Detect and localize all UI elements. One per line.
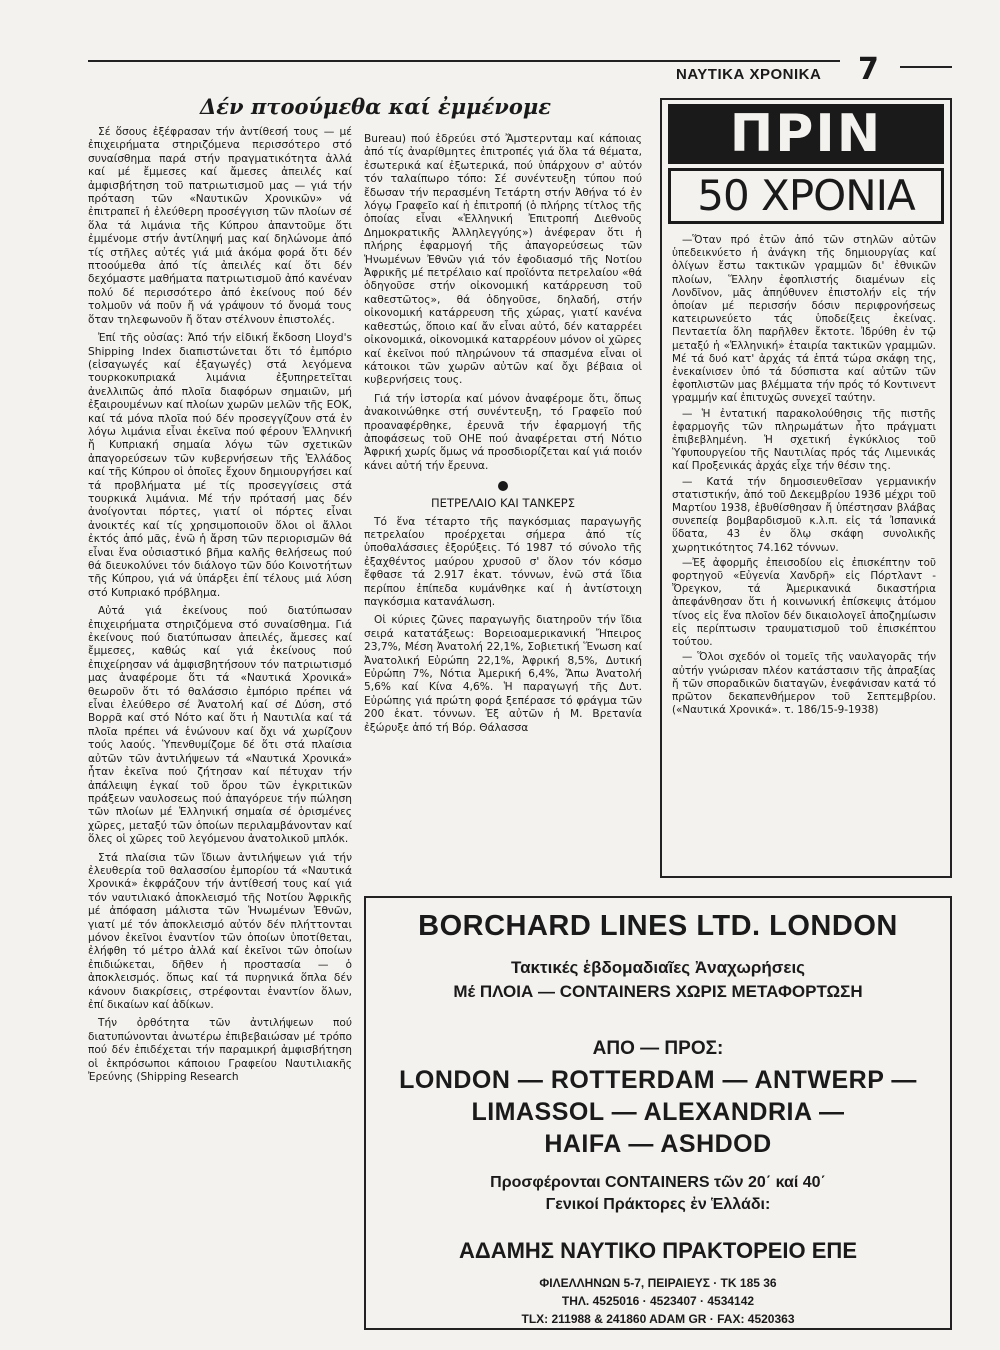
advert-agency-name: ΑΔΑΜΗΣ ΝΑΥΤΙΚΟ ΠΡΑΚΤΟΡΕΙΟ ΕΠΕ [459,1238,857,1263]
advert-from-to: ΑΠΟ — ΠΡΟΣ: [592,1038,724,1059]
article-paragraph: Τό ἕνα τέταρτο τῆς παγκόσμιας παραγωγῆς πετρελαίου προέρχεται σήμερα ἀπό τίς ὑποθαλάσσιες ἐξορύξεις. Τό 1987 τό σύνολο τῆς ἐξαχθέντος μαύρου χρυσοῦ σ' ὅλον τόν κόσμο ἔφθασε τά 2.917 ἑκατ. τόννων, ἐνῶ στά ἴδια περίπου ἐπίπεδα κυμάνθηκε καί ἡ ἀντίστοιχη παγκόσμια κατανάλωση. [364,515,642,608]
advert-ports-line: LONDON — ROTTERDAM — ANTWERP — [399,1066,917,1094]
header-rule [88,60,840,62]
advert-weekly-departures: Τακτικές ἑβδομαδιαῖες Ἀναχωρήσεις [510,958,806,977]
article-paragraph: Γιά τήν ἱστορία καί μόνον ἀναφέρομε ὅτι, ὅπως ἀνακοινώθηκε στή συνέντευξη, τό Γραφεῖο πού προαναφέρθηκε, ἐρευνᾶ τήν ἐφαρμογή τῆς ἀποφάσεως τοῦ ΟΗΕ πού ἀναφέρεται στή Νότιο Ἀφρική χωρίς ὅμως νά προσδιορίζεται καί γιά ποιόν κάνει αὐτή τήν ἔρευνα. [364,392,642,472]
article-paragraph: Στά πλαίσια τῶν ἴδιων ἀντιλήψεων γιά τήν ἐλευθερία τοῦ θαλασσίου ἐμπορίου τά «Ναυτικά Χρονικά» ἐκφράζουν τήν ἀντίθεσή τους καί γιά τόν ναυτιλιακό ἀποκλεισμό τῆς Νοτίου Ἀφρικῆς μέ ἀπόφαση μάλιστα τῶν Ἡνωμένων Ἐθνῶν, γιατί μέ τόν ἀποκλεισμό αὐτόν δέν πλήττονται μόνον ἐκεῖνοι ἐναντίον τῶν ὁποίων ὑποτίθεται, ἐλήφθη τό μέτρο ἀλλά καί ἐκεῖνοι τῶν ὁποίων ἐπιδιώκεται, δῆθεν ἡ προστασία — ὁ ἀποκλεισμός. ὅπως καί τά πυρηνικά ὅπλα δέν κάνουν διακρίσεις, στρέφονται ἐναντίον ὅλων, ἐπί δικαίων καί ἀδίκων. [88,851,352,1011]
advert-telex-fax: TLX: 211988 & 241860 ADAM GR · FAX: 4520363 [521,1312,795,1326]
borchard-lines-advert [364,896,952,1330]
section-bullet [498,481,508,491]
advert-phone: ΤΗΛ. 4525016 · 4523407 · 4534142 [561,1294,755,1308]
header-rule-right [900,66,952,68]
article-headline: Δέν πτοούμεθα καί ἐμμένομε [200,94,552,119]
article-paragraph: Ἐπί τῆς οὐσίας: Ἀπό τήν εἰδική ἔκδοση Lloyd's Shipping Index διαπιστώνεται ὅτι τό ἐμπόριο (εἰσαγωγές καί ἐξαγωγές) στά λεγόμενα τουρκοκυπριακά λιμάνια ἐξυπηρετεῖται ἀνελλιπῶς ἀπό πλοῖα διαφόρων σημαιῶν, μή ἐξαιρουμένων καί πλοίων χωρῶν μελῶν τῆς ΕΟΚ, καί τά μόνα πλοῖα πού δέν προσεγγίζουν στά ἐν λόγω λιμάνια εἶναι ἐκεῖνα πού φέρουν Ἑλληνική ἤ Κυπριακή σημαία λόγω τῶν σχετικῶν ἀπαγορεύσεων τῶν κυβερνήσεων τῆς Ἑλλάδος καί τῆς Κύπρου οἱ ὁποῖες ἔχουν δημιουργήσει καί τά προβλήματα μέ τίς προσεγγίσεις στά τουρκικά λιμάνια. Μέ τήν πρότασή μας δέν ἀνοίγονται πόρτες, γιατί οἱ πόρτες εἶναι ἀνοικτές καί τίς χρησιμοποιοῦν ὅλοι οἱ ἄλλοι ἐκτός ἀπό μᾶς, ἐνῶ ἡ ἄρση τῶν περιορισμῶν θά εἶναι ἕνα οὐσιαστικό βῆμα καλῆς θελήσεως πού θά διευκολύνει τόν διάλογο τῶν δύο Κοινοτήτων τῆς Κύπρου, γιά νά ὑπάρξει ἐπί τέλους μιά λύση στό Κυπριακό πρόβλημα. [88,332,352,599]
article-paragraph: Οἱ κύριες ζῶνες παραγωγῆς διατηροῦν τήν ἴδια σειρά κατατάξεως: Βορειοαμερικανική Ἤπειρος 23,7%, Μέση Ἀνατολή 22,1%, Σοβιετική Ἕνωση καί Ἀνατολική Εὐρώπη 22,1%, Ἀφρική 8,5%, Δυτική Εὐρώπη 7%, Νότια Ἀμερική 6,4%, Ἄπω Ἀνατολή 5,6% καί Κίνα 4,6%. Ἡ παραγωγή τῆς Δυτ. Εὐρώπης γιά πρώτη φορά ξεπέρασε τό φράγμα τῶν 200 ἑκατ. τόννων. Ἐξ αὐτῶν ἡ Μ. Βρετανία ἐξώρυξε ἀπό τή Βόρ. Θάλασσα [364,614,642,734]
petroleum-subheading: ΠΕΤΡΕΛΑΙΟ ΚΑΙ ΤΑΝΚΕΡΣ [431,496,575,511]
banner-50-years: 50 ΧΡΟΝΙΑ [668,168,944,224]
advert-ports-line: LIMASSOL — ALEXANDRIA — [471,1098,845,1126]
article-paragraph: Αὐτά γιά ἐκείνους πού διατύπωσαν ἐπιχειρήματα στηριζόμενα στό συναίσθημα. Γιά ἐκείνους πού διατύπωσαν ἀπειλές, ἄμεσες καί ἔμμεσες, καθώς καί γιά ἐκείνους πού ἐπιχείρησαν νά ἀμφισβητήσουν τόν πατριωτισμό μας ἀναφέρομε ὅτι τά «Ναυτικά Χρονικά» θεωροῦν ὅτι τό θαλάσσιο ἐμπόριο πρέπει νά εἶναι ἐλεύθερο σέ Ἀνατολή καί σέ Δύση, στό Βορρᾶ καί στό Νότο καί ὅτι ἡ Ναυτιλία καί τά πλοῖα πρέπει νά ἑνώνουν καί ὄχι νά χωρίζουν τούς λαούς. Ὑπενθυμίζομε δέ ὅτι στά πλαίσια αὐτῶν τῶν ἀντιλήψεων τά «Ναυτικά Χρονικά» ἦταν ἐκεῖνα πού ζήτησαν καί πέτυχαν τήν ἀπάλειψη ἐγκαί τοῦ ὅρου τῶν ἐγκριτικῶν πράξεων ναυλοσεως πού ἀπαγόρευε τήν πώληση τῶν πλοίων μέ Ἑλληνική σημαία σέ ὁρισμένες χῶρες, μεταξύ τῶν ὁποίων περιλαμβάνονταν καί ὅλες οἱ χῶρες τοῦ λεγόμενου ἀνατολικοῦ μπλόκ. [88,605,352,846]
banner-prin: ΠΡΙΝ [668,104,944,164]
history-paragraph: — Κατά τήν δημοσιευθεῖσαν γερμανικήν στατιστικήν, ἀπό τοῦ Δεκεμβρίου 1936 μέχρι τοῦ Μαρτίου 1938, ἐβυθίσθησαν ἤ ὑπέστησαν βλάβας συνεπείᾳ βομβαρδισμοῦ κ.λ.π. εἰς τά Ἰσπανικά ὕδατα, 43 ἐν ὅλῳ σκάφη συνολικῆς χωρητικότητος 74.162 τόννων. [672,475,936,554]
article-column-2 [364,133,642,863]
running-title: ΝΑΥΤΙΚΑ ΧΡΟΝΙΚΑ [676,66,822,83]
history-paragraph: — Ὅλοι σχεδόν οἱ τομεῖς τῆς ναυλαγορᾶς τήν αὐτήν γνώρισαν πλέον κατάστασιν τῆς ἀπραξίας ἤ τῶν σποραδικῶν διαταγῶν, ἐνεφάνισαν κατά τό πρῶτον δεκαπενθήμερον τοῦ Σεπτεμβρίου. («Ναυτικά Χρονικά». τ. 186/15-9-1938) [672,651,936,717]
page-number: 7 [858,52,879,87]
fifty-years-ago-text [672,234,936,874]
advert-agents-label: Γενικοί Πράκτορες ἐν Ἑλλάδι: [545,1196,771,1213]
article-paragraph: Bureau) πού ἑδρεύει στό Ἄμστερνταμ καί κάποιας ἀπό τίς ἀναρίθμητες ἐπιτροπές γιά ὅλα τά θέματα, ἐσωτερικά καί ἐξωτερικά, πού ὑπάρχουν σ' αὐτόν τόν ταλαίπωρο τόπο: Σέ συνέντευξη τύπου πού ἔδωσαν τήν περασμένη Τετάρτη στήν Ἀθήνα τό ἐν λόγῳ Γραφεῖο καί ἡ ἐπιτροπή (ὁ πλήρης τίτλος τῆς ὁποίας εἶναι «Ἑλληνική Ἐπιτροπή Διεθνοῦς Δημοκρατικῆς Ἀλληλεγγύης») ἀνέφεραν ὅτι ἡ πλήρης ἐφαρμογή τῆς ἀπαγορεύσεως τῶν Ἡνωμένων Ἐθνῶν γιά τόν ἐφοδιασμό τῆς Νοτίου Ἀφρικῆς μέ πετρέλαιο καί προϊόντα πετρελαίου «θά ὁδηγοῦσε στήν οἰκονομική κατάρρευση τοῦ καθεστῶτος», θά ὁδηγοῦσε, δηλαδή, στήν οἰκονομική κατάρρευση τῆς χώρας, γιατί κανένα καθεστώς, ὅποιο καί ἄν εἶναι αὐτό, δέν καταρρέει οἰκονομικά, οἰκονομικά καταρρέουν μόνον οἱ χῶρες καί ἐκεῖνοι πού πληρώνουν τά σπασμένα εἶναι οἱ κάτοικοι τῶν χωρῶν αὐτῶν καί ὄχι βέβαια οἱ κυβερνήσεις τους. [364,133,642,387]
advert-vessels: Μέ ΠΛΟΙΑ — CONTAINERS ΧΩΡΙΣ ΜΕΤΑΦΟΡΤΩΣΗ [453,982,863,1001]
advert-containers: Προσφέρονται CONTAINERS τῶν 20΄ καί 40΄ [490,1174,826,1191]
advert-address: ΦΙΛΕΛΛΗΝΩΝ 5-7, ΠΕΙΡΑΙΕΥΣ · ΤΚ 185 36 [539,1276,777,1290]
advert-company: BORCHARD LINES LTD. LONDON [418,910,898,942]
article-column-1 [88,126,352,1286]
article-paragraph: Σέ ὅσους ἐξέφρασαν τήν ἀντίθεσή τους — μέ ἐπιχειρήματα στηριζόμενα περισσότερο στό συναίσθημα παρά στήν πραγματικότητα ἀλλά καί μέ ἔμμεσες καί ἄμεσες ἀπειλές καί ἀμφισβήτηση τοῦ πατριωτισμοῦ μας — γιά τήν πρόταση τῶν «Ναυτικῶν Χρονικῶν» νά ἐπιτραπεῖ ἡ ἐλεύθερη προσέγγιση τῶν πλοίων σέ ὅλα τά λιμάνια τῆς Κύπρου ἀπαντοῦμε ὅτι ἐμμένομε στήν ἀντίληψή μας καί δηλώνομε ἀπό τίς στῆλες αὐτές γιά μιά ἀκόμα φορά ὅτι δέν πτοούμεθα ἀπό τίς ἀπειλές καί ὅτι δέν δεχόμαστε μαθήματα πατριωτισμοῦ ἀπό κανέναν πολύ δέ περισσότερο ἀπό ἐκείνους πού δέν τολμοῦν νά ποῦν ἤ νά γράψουν τό ὄνομά τους ὅταν τηλεφωνοῦν ἤ ὅταν στέλνουν ἐπιστολές. [88,126,352,326]
history-paragraph: — Ἡ ἐντατική παρακολούθησις τῆς πιστῆς ἐφαρμογῆς τῶν πληρωμάτων ἦτο πράγματι ἐπιβεβλημένη. Ἡ σχετική ἐγκύκλιος τοῦ Ὑφυπουργείου τῆς Ναυτιλίας πρός τάς Λιμενικάς καί Προξενικάς ἀρχάς εἶχε τήν θέσιν της. [672,407,936,473]
history-paragraph: —Ὅταν πρό ἐτῶν ἀπό τῶν στηλῶν αὐτῶν ὑπεδεικνύετο ἡ ἀνάγκη τῆς δημιουργίας καί ὀλίγων ἔστω τακτικῶν γραμμῶν δι' ἐθνικῶν πλοίων, Ἕλλην ἐφοπλιστής διαμένων εἰς Λονδῖνον, μᾶς ἀπηύθυνεν ἐπιστολήν εἰς τήν ὁποίαν μέ περισσήν δόσιν περιφρονήσεως κατειρωνεύετο τάς ὑποδείξεις ἐκείνας. Πενταετία ὅλη παρῆλθεν ἔκτοτε. Ἰδρύθη ἐν τῷ μεταξύ ἡ «Ἑλληνική» ἑταιρία τακτικῶν γραμμῶν. Μέ τά δυό κατ' ἀρχάς τά ἑπτά τώρα σκάφη της, ἐνεκαίνισεν ὑπό τά δύσπιστα καί αὐτῶν τῶν ἐφοπλιστῶν μας βλέμματα τήν πρός τό Κοντινεντ γραμμήν καί ἐπιτυχῶς συνεχεῖ ταύτην. [672,234,936,405]
article-paragraph: Τήν ὀρθότητα τῶν ἀντιλήψεων πού διατυπώνονται ἀνωτέρω ἐπιβεβαιώσαν μέ τρόπο πού δέν ἐπιδέχεται τήν παραμικρή ἀμφισβήτηση οἱ ἐκπρόσωποι κάποιου Γραφείου Ναυτιλιακῆς Ἐρεύνης (Shipping Research [88,1017,352,1084]
history-paragraph: —Ἐξ ἀφορμῆς ἐπεισοδίου εἰς ἐπισκέπτην τοῦ φορτηγοῦ «Εὐγενία Χανδρῆ» εἰς Πόρτλαντ - Ὄρεγκον, τά Ἀμερικανικά δικαστήρια ἀπεφάνθησαν ὅτι ἡ κοινωνική ἐπίσκεψις ἀτόμου τίνος εἰς ἕνα πλοῖον δέν δικαιολογεῖ ἀποζημίωσιν εἰς περίπτωσιν τραυματισμοῦ τοῦ ἐπισκέπτου τούτου. [672,556,936,649]
advert-ports-line: HAIFA — ASHDOD [544,1130,772,1158]
